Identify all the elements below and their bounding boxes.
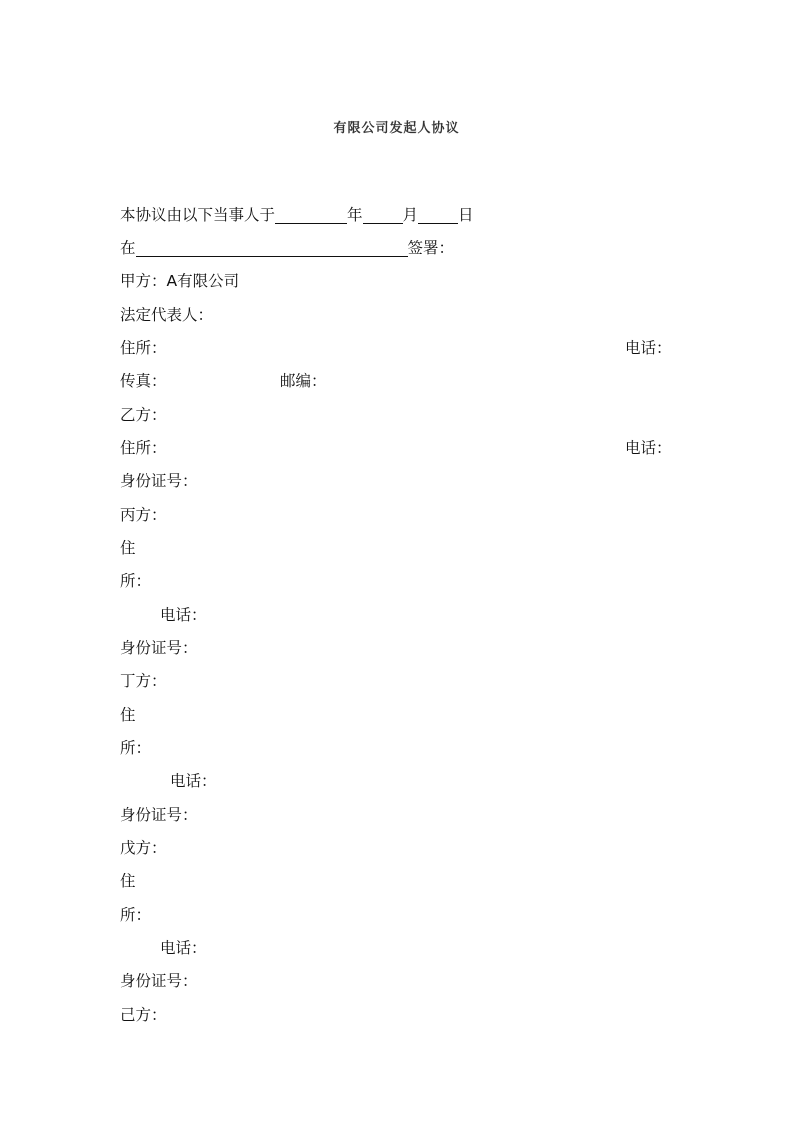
party-a-fax: 传真： [120, 372, 167, 390]
party-d-address-2: 所： [120, 739, 152, 757]
party-b-phone: 电话： [625, 439, 672, 457]
party-e-phone: 电话： [160, 939, 207, 957]
party-c-address-1: 住 [120, 539, 136, 557]
document-title: 有限公司发起人协议 [333, 121, 460, 136]
year-label: 年 [347, 206, 363, 224]
party-c-phone: 电话： [160, 606, 207, 624]
day-blank [418, 205, 458, 224]
intro-line [120, 203, 474, 227]
party-d-id: 身份证号： [120, 806, 198, 824]
party-e-id: 身份证号： [120, 972, 198, 990]
party-a-address: 住所： [120, 339, 167, 357]
party-a-name: 甲方：A有限公司 [120, 272, 240, 290]
party-a-phone: 电话： [625, 339, 672, 357]
party-c-label: 丙方： [120, 506, 167, 524]
place-suffix: 签署： [407, 239, 455, 257]
party-a-legal-rep: 法定代表人： [120, 306, 214, 324]
intro-prefix: 本协议由以下当事人于 [120, 206, 276, 224]
party-d-address-1: 住 [120, 706, 136, 724]
party-d-phone: 电话： [170, 772, 217, 790]
party-b-label: 乙方： [120, 406, 167, 424]
party-e-address-1: 住 [120, 872, 136, 890]
month-blank [363, 205, 403, 224]
month-label: 月 [402, 206, 419, 224]
party-d-label: 丁方： [120, 672, 167, 690]
day-label: 日 [458, 206, 474, 224]
party-c-id: 身份证号： [120, 639, 198, 657]
party-b-address: 住所： [120, 439, 167, 457]
place-prefix: 在 [120, 239, 136, 257]
place-line [120, 236, 454, 260]
party-e-label: 戊方： [120, 839, 167, 857]
place-blank [136, 238, 408, 257]
party-a-postcode: 邮编： [280, 372, 327, 390]
year-blank [275, 205, 347, 224]
party-e-address-2: 所： [120, 906, 152, 924]
party-b-id: 身份证号： [120, 472, 198, 490]
party-c-address-2: 所： [120, 572, 152, 590]
party-f-label: 己方： [120, 1006, 167, 1024]
